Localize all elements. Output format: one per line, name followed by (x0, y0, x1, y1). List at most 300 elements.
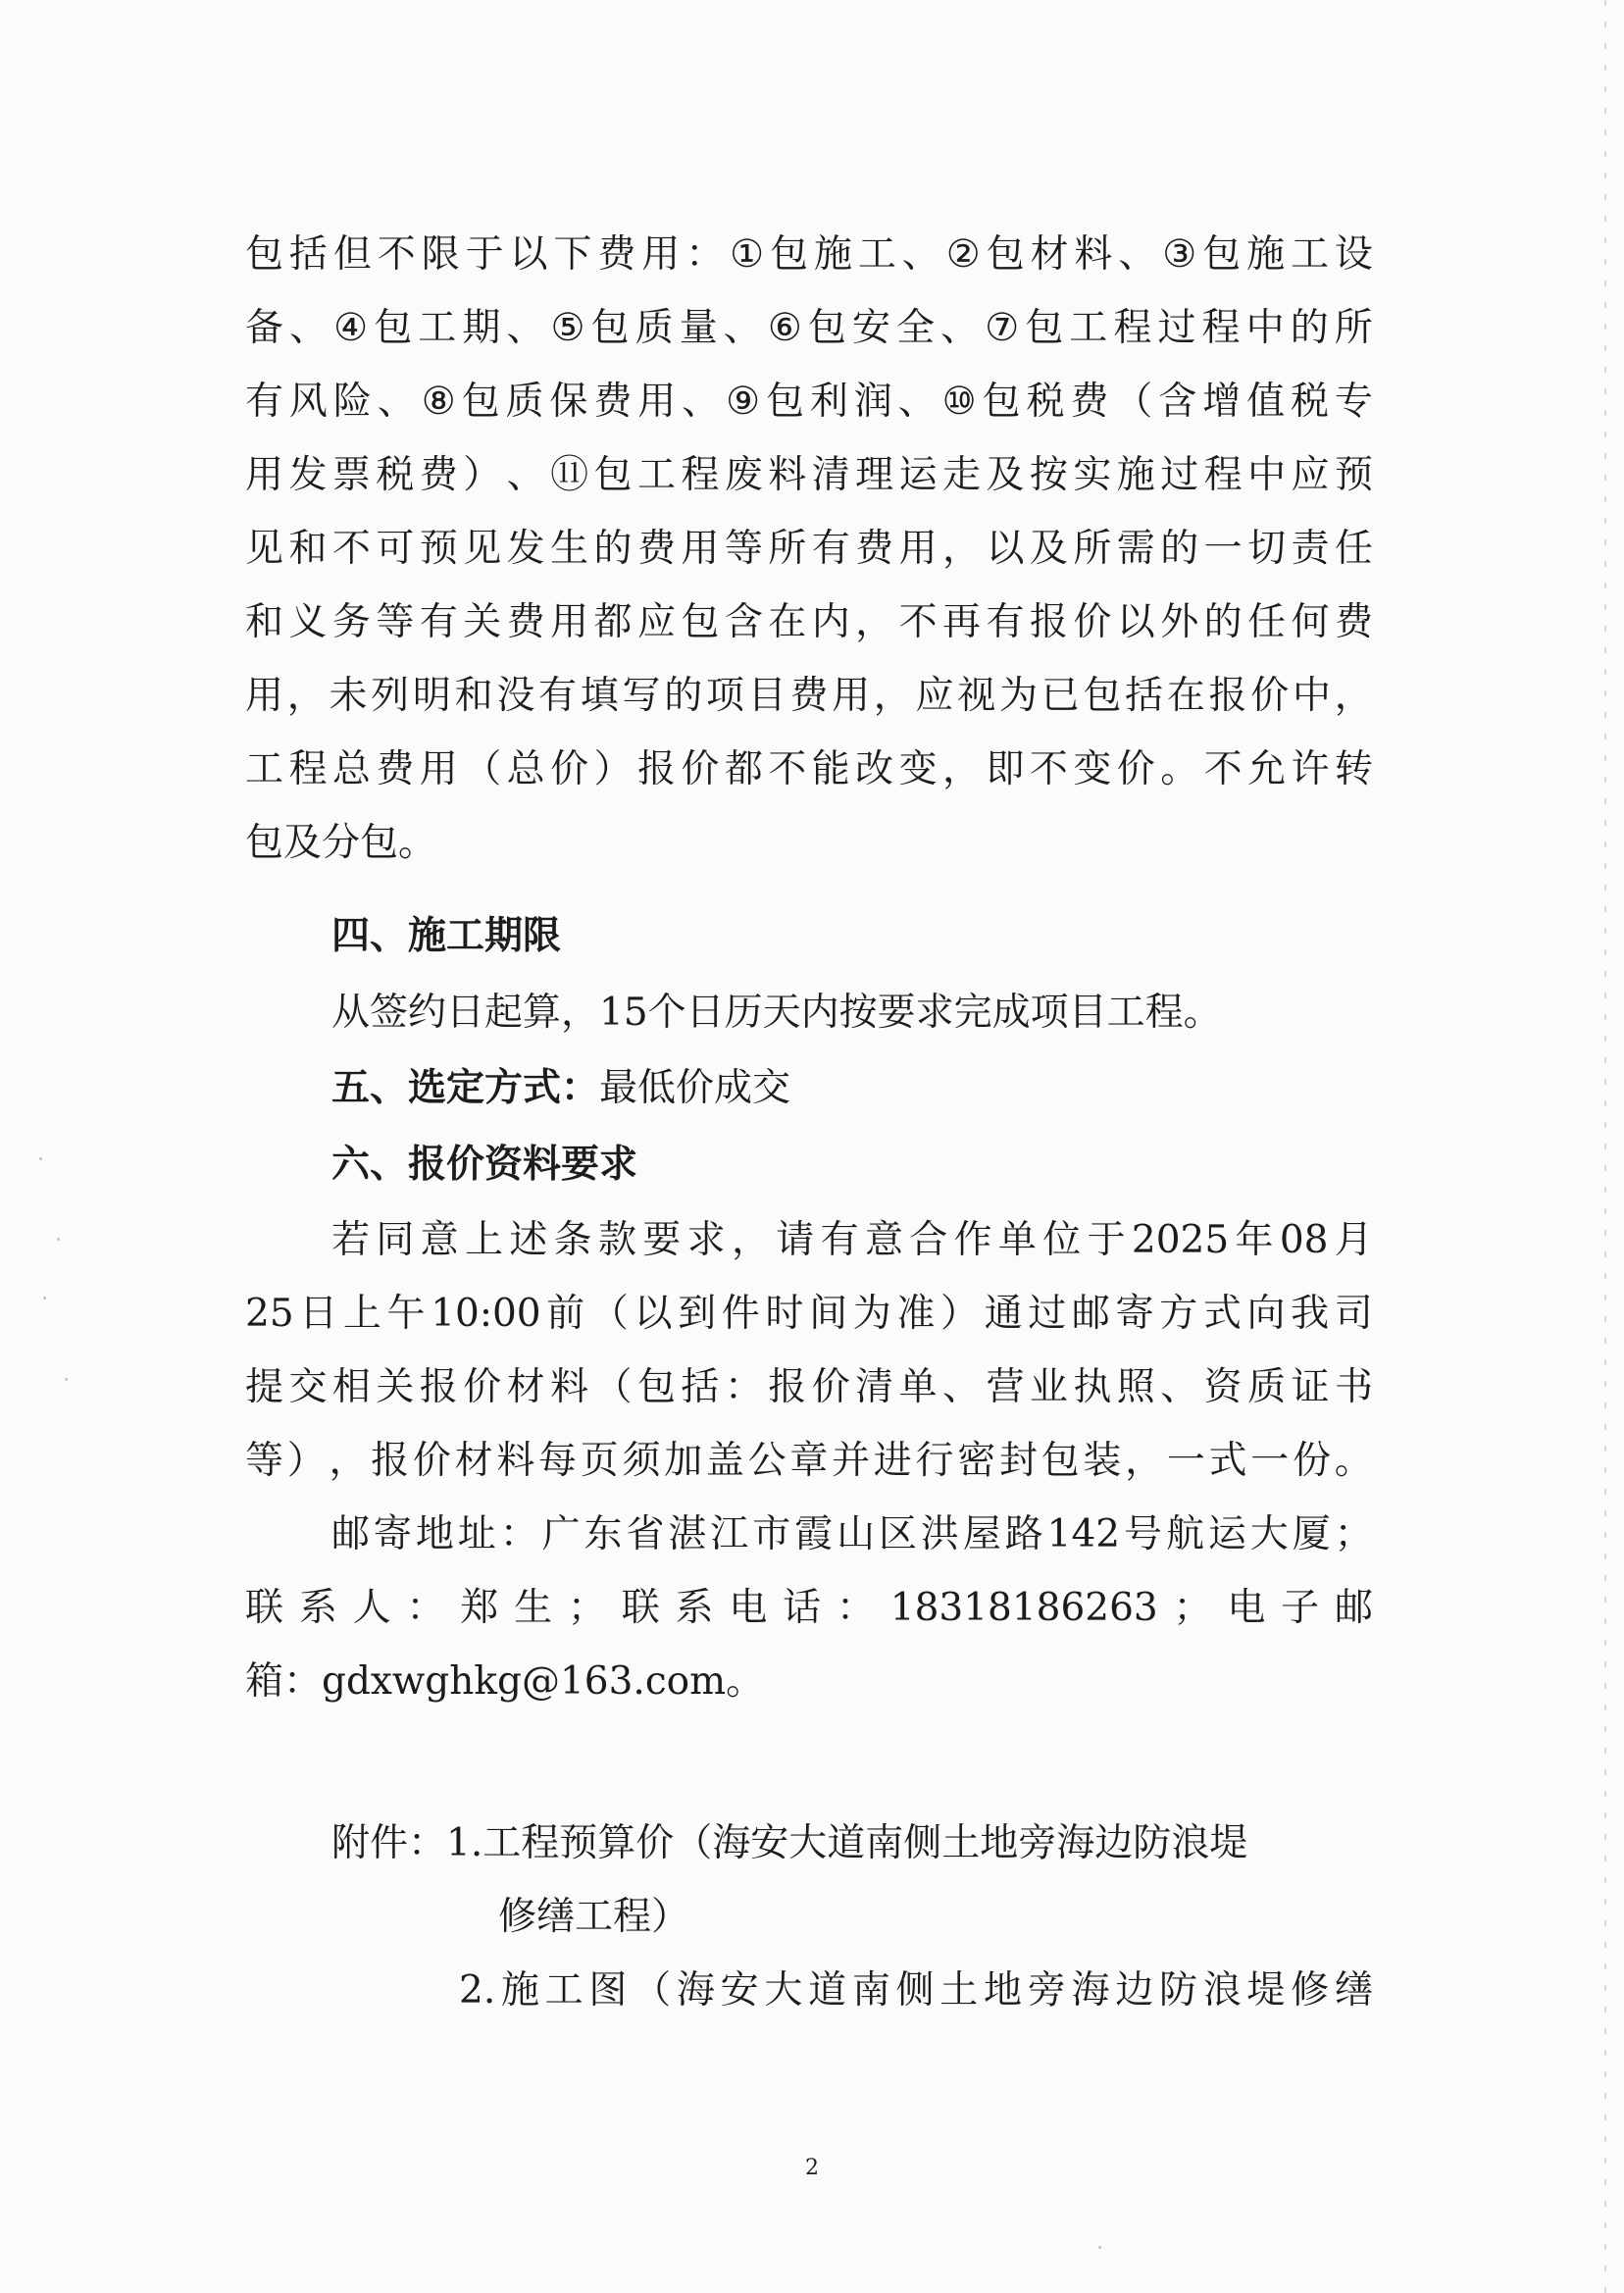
glyph: 大 (764, 1968, 803, 2013)
glyph: 工 (636, 453, 676, 497)
glyph: 18318186263 (889, 1586, 1158, 1630)
glyph: 、 (942, 1365, 982, 1409)
paragraph-line (245, 527, 1373, 571)
glyph: 责 (1291, 527, 1330, 571)
glyph: ： (406, 1586, 445, 1630)
glyph: 变 (898, 747, 938, 791)
glyph: 执 (1073, 1365, 1112, 1409)
glyph: 见 (245, 527, 284, 571)
glyph: 在 (1166, 674, 1205, 718)
glyph: ： (685, 232, 725, 277)
glyph: 含 (1158, 380, 1197, 424)
glyph: 价 (550, 747, 589, 791)
glyph: 、 (682, 380, 721, 424)
glyph: ； (1334, 1512, 1373, 1556)
glyph: 郑 (460, 1586, 499, 1630)
glyph: 作 (953, 1218, 992, 1262)
glyph: 包 (770, 232, 809, 277)
glyph: （ (593, 1365, 633, 1409)
glyph: 洪 (920, 1512, 959, 1556)
glyph: 包 (681, 600, 720, 644)
glyph: ， (942, 747, 982, 791)
glyph: 、 (289, 306, 329, 350)
section-6-heading: 六、报价资料要求 (331, 1142, 638, 1187)
glyph: 海 (1071, 1968, 1110, 2013)
mailing-address (331, 1512, 1373, 1556)
glyph: 专 (1334, 380, 1373, 424)
glyph: 条 (553, 1218, 592, 1262)
glyph: 寄 (373, 1512, 412, 1556)
glyph: 包 (374, 306, 413, 350)
glyph: 总 (331, 747, 371, 791)
glyph: 交 (288, 1365, 328, 1409)
glyph: 以 (986, 527, 1025, 571)
glyph: 公 (747, 1439, 787, 1483)
glyph: 号 (1124, 1512, 1163, 1556)
glyph: ： (499, 1512, 538, 1556)
glyph: 程 (1203, 453, 1243, 497)
glyph: 方 (1159, 1292, 1198, 1336)
glyph: 量 (679, 306, 718, 350)
glyph: 没 (496, 674, 535, 718)
glyph: 运 (898, 453, 938, 497)
glyph: 关 (376, 1365, 415, 1409)
contact-email: 箱：gdxwghkg@163.com。 (245, 1659, 765, 1704)
glyph: 东 (584, 1512, 623, 1556)
glyph: 合 (909, 1218, 948, 1262)
glyph: 在 (768, 600, 807, 644)
glyph: 中 (1292, 674, 1331, 718)
glyph: 旁 (1027, 1968, 1066, 2013)
section-5-heading (331, 1065, 791, 1110)
glyph: 期 (462, 306, 501, 350)
glyph: ⑤ (550, 306, 585, 350)
glyph: 工 (544, 1968, 584, 2013)
glyph: 安 (720, 1968, 759, 2013)
glyph: 的 (1160, 527, 1199, 571)
glyph: 润 (853, 380, 892, 424)
glyph: 即 (986, 747, 1025, 791)
glyph: 提 (245, 1365, 284, 1409)
glyph: 转 (1334, 747, 1373, 791)
glyph: 密 (957, 1439, 996, 1483)
glyph: 边 (1115, 1968, 1154, 2013)
selection-method-value: 最低价成交 (599, 1066, 791, 1110)
glyph: 一 (1166, 1439, 1205, 1483)
attachment-1 (331, 1821, 1248, 1865)
construction-period-text: 从签约日起算，15个日历天内按要求完成项目工程。 (331, 991, 1222, 1035)
glyph: 发 (288, 453, 328, 497)
glyph: 应 (915, 674, 954, 718)
glyph: 全 (896, 306, 936, 350)
glyph: 费 (419, 453, 458, 497)
glyph: ： (724, 1365, 763, 1409)
glyph: 子 (1281, 1586, 1320, 1630)
glyph: 费 (593, 380, 633, 424)
glyph: 、 (901, 232, 940, 277)
glyph: 价 (1073, 600, 1112, 644)
glyph: 不 (898, 600, 938, 644)
glyph: 堤 (1246, 1968, 1286, 2013)
glyph: 有 (811, 527, 850, 571)
paragraph-line (245, 674, 1373, 718)
glyph: 备 (245, 306, 284, 350)
attachments-label: 附件： (331, 1821, 447, 1865)
glyph: 工 (857, 232, 896, 277)
glyph: 发 (506, 527, 545, 571)
glyph: 准 (896, 1292, 936, 1336)
glyph: 江 (710, 1512, 749, 1556)
glyph: 许 (1291, 747, 1330, 791)
glyph: 费 (789, 674, 829, 718)
glyph: 料 (496, 1439, 535, 1483)
glyph: 用 (641, 232, 681, 277)
glyph: 侧 (895, 1968, 935, 2013)
glyph: 工 (1069, 306, 1108, 350)
glyph: 已 (1040, 674, 1080, 718)
glyph: 页 (580, 1439, 619, 1483)
paragraph-line (245, 747, 1373, 791)
glyph: 份 (1292, 1439, 1331, 1483)
glyph: 须 (622, 1439, 661, 1483)
glyph: 包 (1025, 306, 1064, 350)
glyph: 和 (245, 600, 284, 644)
glyph: 25 (245, 1292, 294, 1336)
glyph: 联 (245, 1586, 284, 1630)
glyph: 用 (681, 527, 720, 571)
glyph: 每 (538, 1439, 578, 1483)
glyph: 书 (1334, 1365, 1373, 1409)
glyph: 并 (832, 1439, 871, 1483)
glyph: ； (567, 1586, 606, 1630)
glyph: 料 (550, 1365, 589, 1409)
glyph: 式 (1202, 1292, 1242, 1336)
glyph: 件 (721, 1292, 760, 1336)
glyph: 。 (1160, 747, 1199, 791)
glyph: 以 (1116, 600, 1155, 644)
glyph: 项 (705, 674, 744, 718)
glyph: 浪 (1202, 1968, 1242, 2013)
glyph: ② (945, 232, 981, 277)
glyph: 等 (724, 527, 763, 571)
glyph: 包 (593, 453, 633, 497)
paragraph-line (245, 306, 1373, 350)
scan-speck (39, 1157, 42, 1160)
glyph: 路 (1004, 1512, 1043, 1556)
glyph: 过 (1028, 1292, 1067, 1336)
glyph: 邮 (331, 1512, 371, 1556)
glyph: 包 (590, 306, 630, 350)
glyph: 工 (245, 747, 284, 791)
section-5-label: 五、选定方式： (331, 1065, 600, 1110)
glyph: ） (939, 1292, 979, 1336)
glyph: ， (855, 600, 894, 644)
glyph: （ (589, 1292, 629, 1336)
glyph: 写 (622, 674, 661, 718)
glyph: 一 (1203, 527, 1243, 571)
glyph: 税 (1026, 380, 1065, 424)
glyph: 地 (984, 1968, 1023, 2013)
glyph: 包 (1202, 232, 1242, 277)
glyph: 报 (1208, 674, 1247, 718)
glyph: 设 (1334, 232, 1373, 277)
glyph: 若 (331, 1218, 371, 1262)
glyph: 系 (298, 1586, 337, 1630)
glyph: 填 (580, 674, 619, 718)
glyph: 废 (724, 453, 763, 497)
glyph: 程 (1113, 306, 1152, 350)
glyph: 上 (464, 1218, 503, 1262)
glyph: （ (463, 747, 502, 791)
glyph: 费 (376, 747, 415, 791)
glyph: 能 (811, 747, 850, 791)
glyph: 有 (245, 380, 284, 424)
glyph: 寄 (1115, 1292, 1154, 1336)
glyph: 省 (626, 1512, 665, 1556)
contact-person-phone (245, 1586, 1373, 1630)
glyph: ⑩ (941, 380, 977, 424)
glyph: 、 (940, 306, 980, 350)
glyph: 材 (454, 1439, 493, 1483)
glyph: 。 (1334, 1439, 1373, 1483)
glyph: 我 (1291, 1292, 1330, 1336)
glyph: 道 (808, 1968, 847, 2013)
glyph: 系 (675, 1586, 714, 1630)
section-4-heading: 四、施工期限 (331, 913, 562, 958)
glyph: 等 (245, 1439, 284, 1483)
glyph: 资 (1203, 1365, 1243, 1409)
glyph: 清 (811, 453, 850, 497)
glyph: 08 (1279, 1218, 1329, 1262)
glyph: 限 (421, 232, 460, 277)
glyph: 相 (331, 1365, 371, 1409)
glyph: 括 (681, 1365, 720, 1409)
glyph: 程 (681, 453, 720, 497)
glyph: 过 (1157, 306, 1196, 350)
glyph: 有 (419, 600, 458, 644)
glyph: 安 (851, 306, 890, 350)
glyph: 价 (1250, 674, 1290, 718)
glyph: ） (463, 453, 502, 497)
glyph: 义 (288, 600, 328, 644)
glyph: 、 (377, 380, 416, 424)
glyph: 日 (299, 1292, 338, 1336)
glyph: 过 (1160, 453, 1199, 497)
glyph: 包 (461, 380, 500, 424)
glyph: 和 (288, 527, 328, 571)
glyph: 税 (1290, 380, 1329, 424)
glyph: 电 (1227, 1586, 1266, 1630)
paragraph-line (245, 600, 1373, 644)
glyph: 142 (1046, 1512, 1121, 1556)
glyph: 章 (789, 1439, 829, 1483)
scan-speck (1098, 2246, 1101, 2249)
glyph: 话 (783, 1586, 822, 1630)
glyph: 进 (873, 1439, 912, 1483)
glyph: 税 (376, 453, 415, 497)
scan-speck (65, 1378, 68, 1381)
paragraph-line: 包及分包。 (245, 821, 437, 865)
glyph: 都 (724, 747, 763, 791)
glyph: 值 (1246, 380, 1286, 424)
glyph: 清 (855, 1365, 894, 1409)
glyph: 加 (664, 1439, 703, 1483)
paragraph-line (331, 1218, 1373, 1262)
page-number: 2 (805, 2156, 819, 2180)
glyph: 司 (1334, 1292, 1373, 1336)
glyph: 目 (747, 674, 787, 718)
glyph: 费 (597, 232, 636, 277)
glyph: 意 (420, 1218, 459, 1262)
glyph: 所 (768, 527, 807, 571)
glyph: 保 (549, 380, 588, 424)
glyph: 土 (939, 1968, 979, 2013)
glyph: 料 (768, 453, 807, 497)
glyph: 票 (331, 453, 371, 497)
glyph: 及 (1029, 527, 1068, 571)
glyph: 施 (1116, 453, 1155, 497)
glyph: 价 (463, 1365, 502, 1409)
glyph: 包 (986, 232, 1025, 277)
glyph: 增 (1202, 380, 1242, 424)
glyph: 证 (1291, 1365, 1330, 1409)
glyph: 的 (1203, 600, 1243, 644)
glyph: 用 (245, 453, 284, 497)
glyph: 上 (342, 1292, 381, 1336)
glyph: 封 (998, 1439, 1038, 1483)
glyph: 下 (553, 232, 592, 277)
glyph: 、 (723, 306, 762, 350)
glyph: 报 (1029, 600, 1068, 644)
glyph: 务 (331, 600, 371, 644)
attachment-1-title: 1.工程预算价（海安大道南侧土地旁海边防浪堤 (446, 1821, 1248, 1865)
glyph: 要 (642, 1218, 682, 1262)
glyph: 报 (419, 1365, 458, 1409)
glyph: 施 (500, 1968, 539, 2013)
glyph: 区 (878, 1512, 917, 1556)
glyph: 理 (855, 453, 894, 497)
glyph: 请 (776, 1218, 815, 1262)
glyph: 、 (506, 306, 545, 350)
glyph: 中 (1247, 453, 1287, 497)
glyph: 不 (1029, 747, 1068, 791)
glyph: 实 (1073, 453, 1112, 497)
glyph: 、 (897, 380, 937, 424)
glyph: 外 (1160, 600, 1199, 644)
glyph: 都 (593, 600, 633, 644)
glyph: 位 (1042, 1218, 1082, 1262)
glyph: ） (593, 747, 633, 791)
glyph: 单 (997, 1218, 1037, 1262)
glyph: 施 (1246, 232, 1286, 277)
glyph: 总 (506, 747, 545, 791)
glyph: 包 (1040, 1439, 1080, 1483)
paragraph-line (245, 453, 1373, 497)
paragraph-line (245, 1365, 1373, 1409)
glyph: 所 (1334, 306, 1373, 350)
scan-speck (43, 1297, 46, 1299)
glyph: 包 (245, 232, 284, 277)
glyph: 式 (1208, 1439, 1247, 1483)
glyph: 2. (459, 1968, 496, 2013)
glyph: 中 (1245, 306, 1285, 350)
glyph: 于 (1087, 1218, 1126, 1262)
glyph: 大 (1249, 1512, 1289, 1556)
glyph: 程 (1201, 306, 1241, 350)
glyph: 未 (329, 674, 368, 718)
glyph: 生 (514, 1586, 553, 1630)
glyph: ， (731, 1218, 770, 1262)
glyph: 包 (1083, 674, 1122, 718)
glyph: 程 (288, 747, 328, 791)
attachment-1-continued: 修缮工程） (498, 1895, 690, 1939)
glyph: （ (1114, 380, 1153, 424)
glyph: 一 (1250, 1439, 1290, 1483)
glyph: 报 (636, 747, 676, 791)
glyph: 但 (332, 232, 372, 277)
glyph: 质 (634, 306, 674, 350)
glyph: 质 (505, 380, 544, 424)
glyph: 任 (1247, 600, 1287, 644)
glyph: 的 (593, 527, 633, 571)
glyph: 险 (332, 380, 372, 424)
glyph: 包 (636, 1365, 676, 1409)
glyph: 报 (371, 1439, 410, 1483)
glyph: 业 (1029, 1365, 1068, 1409)
glyph: ） (286, 1439, 326, 1483)
glyph: 切 (1247, 527, 1287, 571)
glyph: 包 (807, 306, 846, 350)
glyph: ， (1125, 1439, 1164, 1483)
glyph: 变 (1073, 747, 1112, 791)
glyph: 等 (376, 600, 415, 644)
glyph: 缮 (1334, 1968, 1373, 2013)
glyph: 工 (1290, 232, 1329, 277)
glyph: ， (942, 527, 982, 571)
glyph: 邮 (1334, 1586, 1373, 1630)
glyph: 见 (463, 527, 502, 571)
glyph: 意 (864, 1218, 903, 1262)
glyph: 行 (915, 1439, 954, 1483)
glyph: ⑨ (726, 380, 761, 424)
glyph: 营 (986, 1365, 1025, 1409)
glyph: 费 (1070, 380, 1109, 424)
glyph: 述 (509, 1218, 548, 1262)
glyph: 材 (1030, 232, 1069, 277)
glyph: 南 (851, 1968, 890, 2013)
scan-edge-marks (1604, 0, 1606, 2293)
glyph: 款 (597, 1218, 636, 1262)
glyph: 修 (1291, 1968, 1330, 2013)
glyph: 时 (765, 1292, 804, 1336)
glyph: 有 (538, 674, 578, 718)
glyph: 年 (1235, 1218, 1274, 1262)
glyph: ① (730, 232, 765, 277)
glyph: 不 (331, 527, 371, 571)
glyph: 利 (809, 380, 848, 424)
glyph: 价 (412, 1439, 451, 1483)
glyph: 装 (1083, 1439, 1122, 1483)
glyph: ， (329, 1439, 368, 1483)
glyph: 允 (1247, 747, 1287, 791)
glyph: 价 (811, 1365, 850, 1409)
glyph: 生 (550, 527, 589, 571)
glyph: 走 (942, 453, 982, 497)
glyph: 厦 (1292, 1512, 1331, 1556)
glyph: 山 (837, 1512, 876, 1556)
paragraph-line (245, 1439, 1373, 1483)
glyph: ⑪ (550, 453, 589, 497)
